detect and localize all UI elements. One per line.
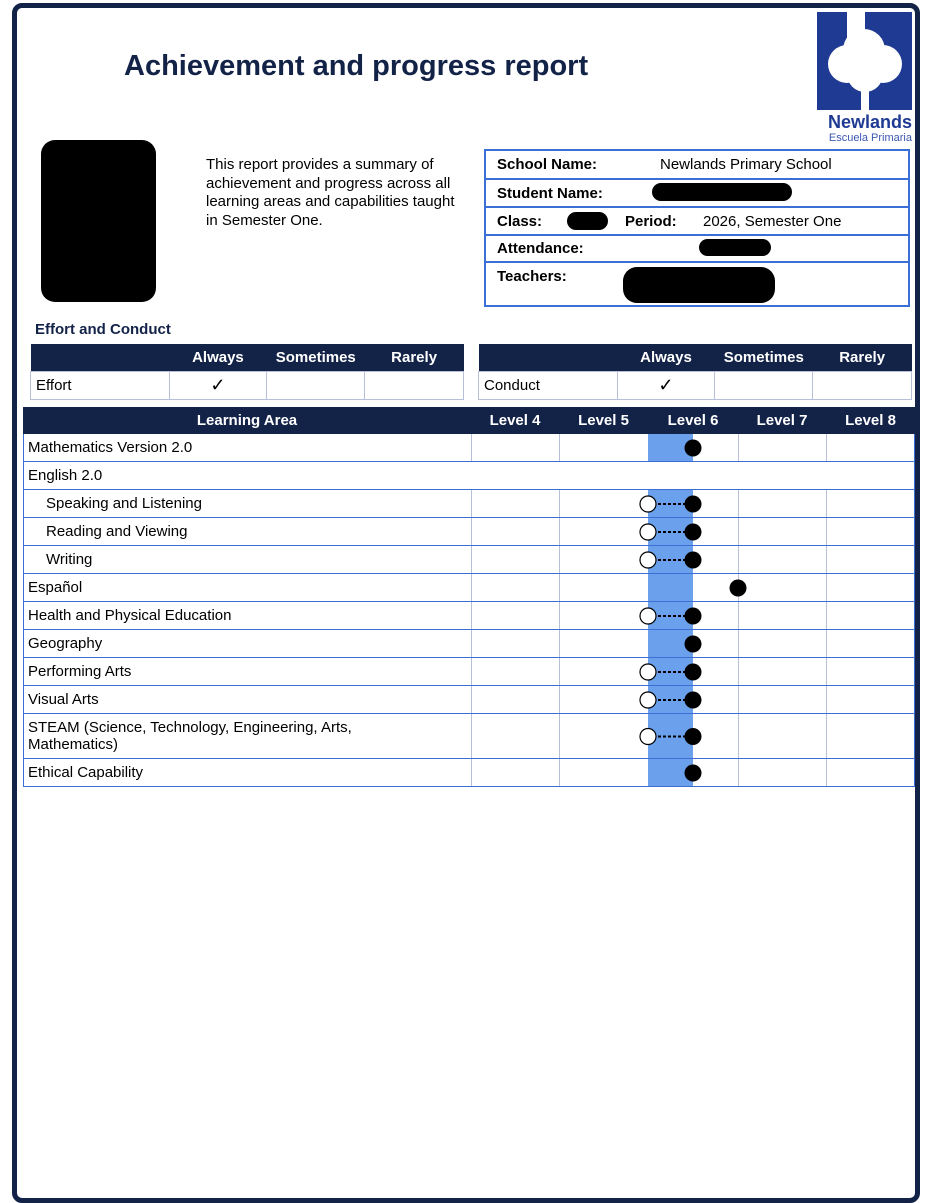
level-6-header: Level 6 — [667, 412, 719, 429]
current-level-marker — [685, 608, 702, 625]
col-always: Always — [169, 344, 267, 372]
school-value: Newlands Primary School — [660, 156, 832, 173]
effort-table-header — [31, 344, 464, 372]
previous-level-marker — [640, 692, 656, 708]
learning-area-name: Writing — [46, 551, 93, 568]
col-rarely: Rarely — [365, 344, 464, 372]
student-row — [486, 180, 908, 208]
effort-conduct-title: Effort and Conduct — [35, 321, 171, 338]
learning-area-name: Visual Arts — [28, 691, 99, 708]
conduct-table — [478, 344, 912, 400]
previous-level-marker — [640, 608, 656, 624]
student-label: Student Name: — [497, 185, 603, 202]
class-label: Class: — [497, 213, 543, 230]
learning-area-name: Geography — [28, 635, 103, 652]
effort-rarely-cell — [365, 372, 464, 400]
page-title: Achievement and progress report — [124, 50, 589, 82]
learning-area-name: Performing Arts — [28, 663, 132, 680]
effort-sometimes-cell — [267, 372, 365, 400]
student-photo-redacted — [41, 140, 156, 302]
period-value: 2026, Semester One — [703, 213, 842, 230]
school-logo — [817, 12, 912, 144]
achievement-markers — [23, 407, 915, 787]
conduct-row — [479, 372, 912, 400]
learning-area-name: Speaking and Listening — [46, 495, 202, 512]
school-row — [486, 151, 908, 180]
intro-text: This report provides a summary of achievement and progress across all learning areas and capabilities taught in Semester One. — [206, 156, 455, 229]
logo-name: Newlands — [827, 112, 912, 132]
learning-area-col-header: Learning Area — [196, 412, 298, 429]
tree-logo-icon — [817, 12, 912, 110]
previous-level-marker — [640, 729, 656, 745]
attendance-label: Attendance: — [497, 240, 584, 257]
conduct-always-check: ✓ — [617, 372, 715, 400]
current-level-marker — [685, 552, 702, 569]
col-sometimes: Sometimes — [267, 344, 365, 372]
level-7-header: Level 7 — [756, 412, 808, 429]
previous-level-marker — [640, 664, 656, 680]
current-level-marker — [685, 496, 702, 513]
level-8-header: Level 8 — [845, 412, 896, 429]
current-level-marker — [685, 524, 702, 541]
previous-level-marker — [640, 552, 656, 568]
current-level-marker — [685, 664, 702, 681]
teachers-row — [486, 263, 908, 305]
conduct-rarely-cell — [813, 372, 912, 400]
current-level-marker — [730, 580, 747, 597]
effort-row — [31, 372, 464, 400]
period-label: Period: — [625, 213, 677, 230]
logo-subtitle: Escuela Primaria — [828, 132, 912, 144]
current-level-marker — [685, 692, 702, 709]
student-info-box — [484, 149, 910, 307]
level-5-header: Level 5 — [578, 412, 629, 429]
attendance-row — [486, 236, 908, 263]
conduct-label: Conduct — [479, 372, 618, 400]
current-level-marker — [685, 636, 702, 653]
student-name-redacted — [652, 183, 792, 201]
class-redacted — [567, 212, 608, 230]
current-level-marker — [685, 765, 702, 782]
effort-always-check: ✓ — [169, 372, 267, 400]
learning-area-name: Español — [28, 579, 83, 596]
col-rarely: Rarely — [813, 344, 912, 372]
effort-table — [30, 344, 464, 400]
previous-level-marker — [640, 524, 656, 540]
learning-area-name: Ethical Capability — [28, 764, 144, 781]
col-sometimes: Sometimes — [715, 344, 813, 372]
learning-area-name: Reading and Viewing — [46, 523, 188, 540]
learning-area-name: English 2.0 — [28, 467, 103, 484]
effort-label: Effort — [31, 372, 170, 400]
level-4-header: Level 4 — [489, 412, 541, 429]
class-row — [486, 208, 908, 236]
learning-area-name: STEAM (Science, Technology, Engineering, Arts, Mathematics) — [28, 719, 352, 753]
teachers-label: Teachers: — [497, 268, 567, 285]
current-level-marker — [685, 728, 702, 745]
learning-area-table — [23, 407, 915, 787]
conduct-table-header — [479, 344, 912, 372]
col-always: Always — [617, 344, 715, 372]
learning-area-name: Mathematics Version 2.0 — [28, 439, 193, 456]
current-level-marker — [685, 440, 702, 457]
conduct-sometimes-cell — [715, 372, 813, 400]
school-label: School Name: — [497, 156, 598, 173]
previous-level-marker — [640, 496, 656, 512]
learning-area-name: Health and Physical Education — [28, 607, 232, 624]
attendance-redacted — [699, 239, 771, 256]
teachers-redacted — [623, 267, 775, 303]
